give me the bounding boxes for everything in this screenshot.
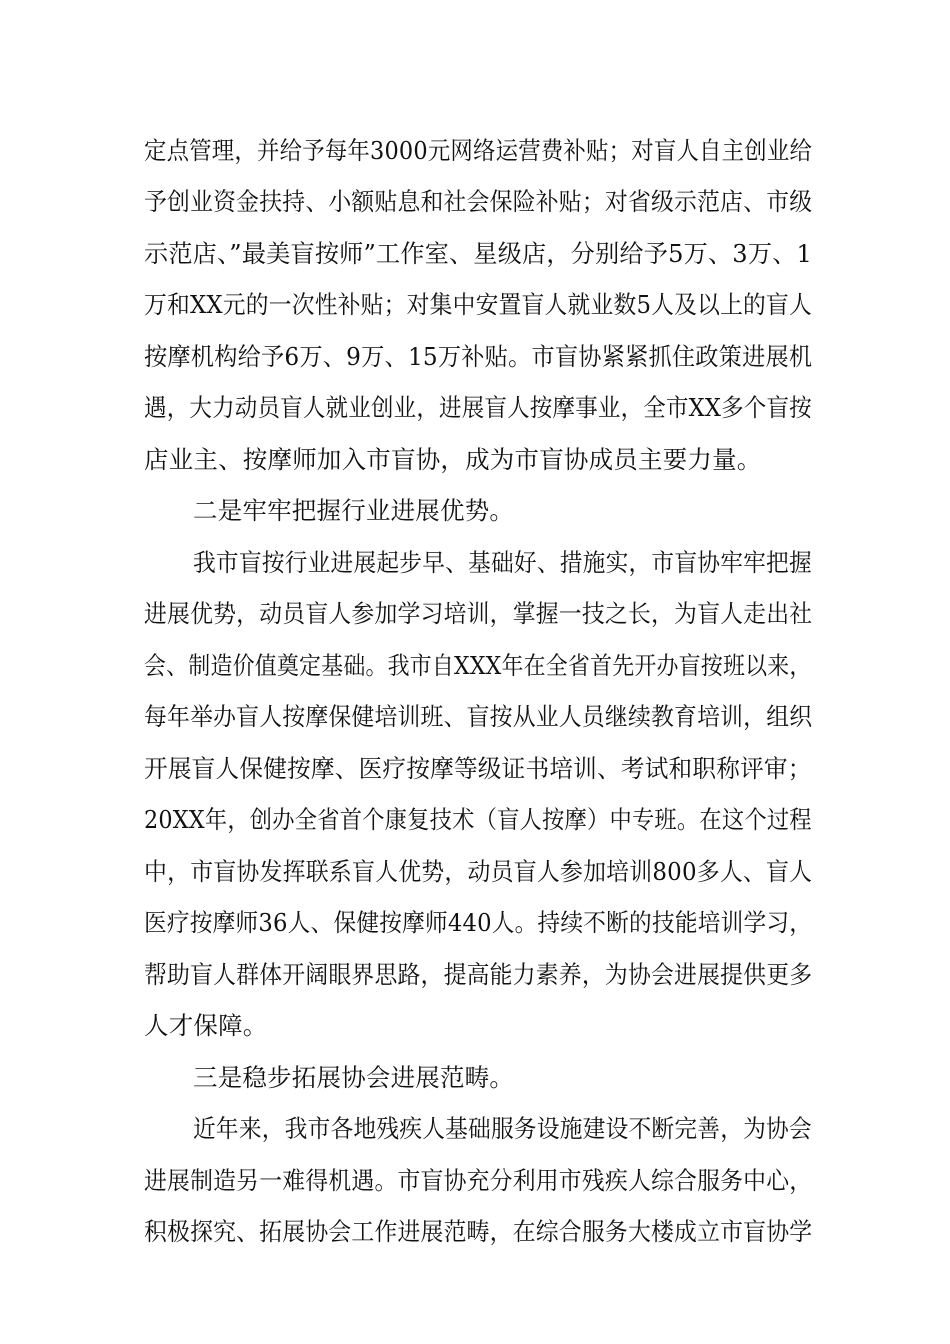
- text-line: 医疗按摩师36人、保健按摩师440人。持续不断的技能培训学习，: [144, 908, 813, 937]
- text-line: 人才保障。: [144, 1011, 268, 1040]
- text-line: 进展优势，动员盲人参加学习培训，掌握一技之长，为盲人走出社: [144, 599, 813, 628]
- text-line: 20XX年，创办全省首个康复技术（盲人按摩）中专班。在这个过程: [144, 805, 812, 834]
- section-heading: 二是牢牢把握行业进展优势。: [193, 496, 515, 525]
- text-line: 进展制造另一难得机遇。市盲协充分利用市残疾人综合服务中心，: [144, 1166, 813, 1195]
- text-line: 按摩机构给予6万、9万、15万补贴。市盲协紧紧抓住政策进展机: [144, 342, 813, 371]
- text-line: 示范店、”最美盲按师”工作室、星级店，分别给予5万、3万、1: [144, 239, 813, 268]
- text-line: 近年来，我市各地残疾人基础服务设施建设不断完善，为协会: [193, 1114, 812, 1143]
- text-line: 每年举办盲人按摩保健培训班、盲按从业人员继续教育培训，组织: [144, 702, 813, 731]
- text-line: 定点管理，并给予每年3000元网络运营费补贴；对盲人自主创业给: [144, 136, 813, 165]
- text-line: 积极探究、拓展协会工作进展范畴，在综合服务大楼成立市盲协学: [144, 1217, 813, 1246]
- text-line: 我市盲按行业进展起步早、基础好、措施实，市盲协牢牢把握: [193, 548, 812, 577]
- section-heading: 三是稳步拓展协会进展范畴。: [193, 1063, 515, 1092]
- text-line: 中，市盲协发挥联系盲人优势，动员盲人参加培训800多人、盲人: [144, 857, 813, 886]
- text-line: 遇，大力动员盲人就业创业，进展盲人按摩事业，全市XX多个盲按: [144, 393, 812, 422]
- text-line: 帮助盲人群体开阔眼界思路，提高能力素养，为协会进展提供更多: [144, 960, 813, 989]
- text-line: 万和XX元的一次性补贴；对集中安置盲人就业数5人及以上的盲人: [144, 290, 812, 319]
- text-line: 开展盲人保健按摩、医疗按摩等级证书培训、考试和职称评审；: [144, 754, 812, 783]
- text-line: 会、制造价值奠定基础。我市自XXX年在全省首先开办盲按班以来，: [144, 651, 812, 680]
- text-line: 予创业资金扶持、小额贴息和社会保险补贴；对省级示范店、市级: [144, 187, 813, 216]
- text-line: 店业主、按摩师加入市盲协，成为市盲协成员主要力量。: [144, 445, 762, 474]
